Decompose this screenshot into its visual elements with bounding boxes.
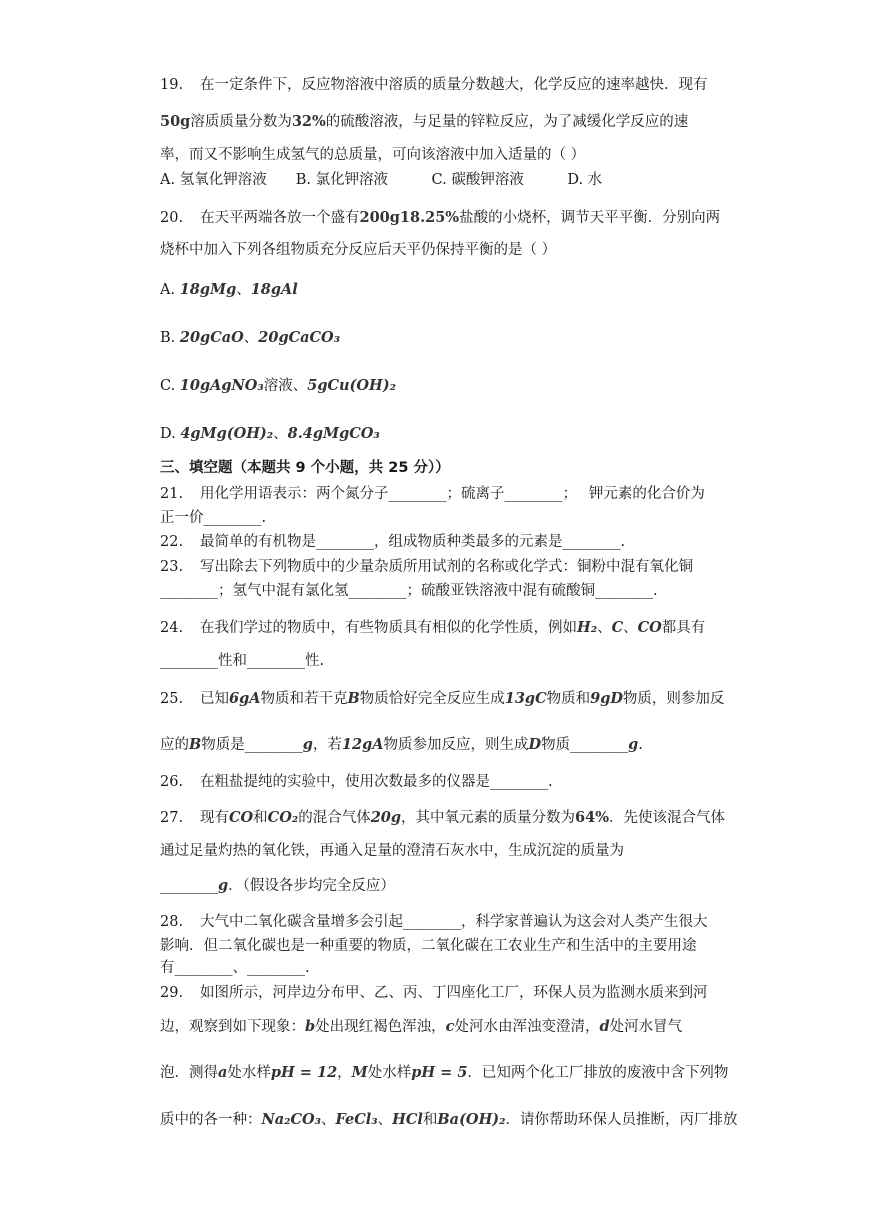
section-heading: 三、填空题（本题共 9 个小题，共 25 分）） bbox=[160, 460, 450, 476]
q22-line-1 bbox=[160, 532, 625, 552]
q24-line-1 bbox=[160, 618, 705, 638]
q19-line-3: 率，而又不影响生成氢气的总质量，可向该溶液中加入适量的（ ） bbox=[160, 147, 586, 163]
text: 最简单的有机物是________，组成物质种类最多的元素是________. bbox=[200, 534, 626, 550]
text: 物质恰好完全反应生成 bbox=[359, 691, 505, 707]
text: ________ bbox=[160, 878, 218, 894]
formula: CO₂ bbox=[267, 809, 299, 826]
formula: pH = 12 bbox=[270, 1064, 338, 1081]
option-label: B. bbox=[160, 330, 180, 346]
q24-line-2: ________性和________性. bbox=[160, 653, 325, 669]
text: . bbox=[638, 737, 643, 753]
text: 物质是________ bbox=[201, 737, 303, 753]
option-label: D. bbox=[160, 426, 181, 442]
q24-number: 24. bbox=[160, 620, 184, 636]
q23-line-2: ________；氢气中混有氯化氢________；硫酸亚铁溶液中混有硫酸铜________. bbox=[160, 583, 658, 599]
text: 用化学用语表示：两个氮分子________；硫离子________； 钾元素的化合价为 bbox=[200, 486, 705, 502]
text: ．（假设各步均完全反应） bbox=[228, 878, 395, 894]
text: 盐酸的小烧杯，调节天平平衡．分别向两 bbox=[459, 210, 721, 226]
text: 在粗盐提纯的实验中，使用次数最多的仪器是________. bbox=[200, 774, 553, 790]
text: 溶液、 bbox=[263, 378, 308, 394]
q29-number: 29. bbox=[160, 985, 184, 1001]
formula: 18.25% bbox=[399, 209, 460, 226]
q23-number: 23. bbox=[160, 559, 184, 575]
text: 和 bbox=[253, 810, 268, 826]
formula: FeCl₃ bbox=[335, 1111, 378, 1128]
formula: 64% bbox=[575, 809, 609, 826]
q29-line-1 bbox=[160, 983, 708, 1003]
formula: Ba(OH)₂ bbox=[437, 1111, 506, 1128]
formula: H₂ bbox=[577, 619, 598, 636]
formula: 6gA bbox=[229, 690, 261, 707]
q27-line-1 bbox=[160, 808, 725, 828]
q28-line-1 bbox=[160, 912, 708, 932]
formula: 9gD bbox=[590, 690, 623, 707]
text: 溶质质量分数为 bbox=[190, 114, 292, 130]
q26-line-1 bbox=[160, 772, 553, 792]
formula: pH = 5 bbox=[411, 1064, 468, 1081]
text: 大气中二氧化碳含量增多会引起________，科学家普遍认为这会对人类产生很大 bbox=[200, 914, 708, 930]
formula: HCl bbox=[392, 1111, 423, 1128]
text: ．先使该混合气体 bbox=[609, 810, 725, 826]
q21-number: 21. bbox=[160, 486, 184, 502]
q21-line-2: 正一价________. bbox=[160, 510, 267, 526]
text: 物质和 bbox=[546, 691, 591, 707]
text: 处河水冒气 bbox=[609, 1019, 683, 1035]
q20-option-b bbox=[160, 328, 340, 348]
q19-text: 在一定条件下，反应物溶液中溶质的质量分数越大，化学反应的速率越快．现有 bbox=[200, 77, 708, 93]
formula: 20gCaO bbox=[179, 329, 244, 346]
formula: C bbox=[611, 619, 624, 636]
q28-line-3: 有________、________. bbox=[160, 960, 310, 976]
formula: 5gCu(OH)₂ bbox=[307, 377, 396, 394]
text: 物质________ bbox=[541, 737, 629, 753]
text: 物质，则参加反 bbox=[622, 691, 725, 707]
text: 都具有 bbox=[661, 620, 706, 636]
text: 处水样 bbox=[227, 1065, 271, 1081]
formula: 4gMg(OH)₂ bbox=[180, 425, 274, 442]
formula: 8.4gMgCO₃ bbox=[287, 425, 380, 442]
formula: g bbox=[628, 736, 639, 753]
text: 物质参加反应，则生成 bbox=[383, 737, 529, 753]
formula: g bbox=[302, 736, 313, 753]
text: 在天平两端各放一个盛有 bbox=[200, 210, 360, 226]
text: 、 bbox=[597, 620, 612, 636]
q19-options: A. 氢氧化钾溶液 B. 氯化钾溶液 C. 碳酸钾溶液 D. 水 bbox=[160, 172, 603, 188]
text: 的混合气体 bbox=[298, 810, 371, 826]
formula: 18gMg bbox=[179, 281, 237, 298]
q25-line-2 bbox=[160, 735, 643, 755]
formula: B bbox=[189, 736, 202, 753]
text: ．请你帮助环保人员推断，丙厂排放 bbox=[505, 1112, 738, 1128]
q26-number: 26. bbox=[160, 774, 184, 790]
text: 处水样 bbox=[367, 1065, 412, 1081]
text: ，若 bbox=[312, 737, 342, 753]
text: ，其中氧元素的质量分数为 bbox=[401, 810, 576, 826]
formula: g bbox=[218, 877, 229, 894]
text: 和 bbox=[422, 1112, 438, 1128]
formula: D bbox=[528, 736, 542, 753]
text: 泡．测得 bbox=[160, 1065, 218, 1081]
text: 、 bbox=[236, 282, 251, 298]
q21-line-1 bbox=[160, 484, 705, 504]
text: 已知 bbox=[200, 691, 229, 707]
q28-number: 28. bbox=[160, 914, 184, 930]
q28-line-2: 影响．但二氧化碳也是一种重要的物质，二氧化碳在工农业生产和生活中的主要用途 bbox=[160, 938, 697, 954]
q27-line-3 bbox=[160, 876, 395, 896]
formula: 200g bbox=[359, 209, 400, 226]
text: 、 bbox=[321, 1112, 336, 1128]
text: 物质和若干克 bbox=[260, 691, 348, 707]
text: 处出现红褐色浑浊， bbox=[315, 1019, 446, 1035]
formula: 32% bbox=[291, 113, 326, 130]
q20-option-c bbox=[160, 376, 396, 396]
q20-line-2: 烧杯中加入下列各组物质充分反应后天平仍保持平衡的是（ ） bbox=[160, 242, 557, 258]
formula: c bbox=[445, 1018, 455, 1035]
q29-line-3 bbox=[160, 1063, 728, 1083]
text: 、 bbox=[623, 620, 638, 636]
text: 处河水由浑浊变澄清， bbox=[454, 1019, 600, 1035]
formula: Na₂CO₃ bbox=[261, 1111, 322, 1128]
formula: 12gA bbox=[341, 736, 384, 753]
q25-number: 25. bbox=[160, 691, 184, 707]
text: ．已知两个化工厂排放的废液中含下列物 bbox=[467, 1065, 729, 1081]
q19-line-2 bbox=[160, 112, 688, 132]
text: 、 bbox=[273, 426, 288, 442]
text: 、 bbox=[243, 330, 259, 346]
formula: d bbox=[599, 1018, 610, 1035]
text: 的硫酸溶液，与足量的锌粒反应，为了减缓化学反应的速 bbox=[325, 114, 689, 130]
formula: CO bbox=[229, 809, 254, 826]
text: 、 bbox=[377, 1112, 393, 1128]
q22-number: 22. bbox=[160, 534, 184, 550]
formula: b bbox=[305, 1018, 316, 1035]
q20-option-a bbox=[160, 280, 298, 300]
q19-number: 19. bbox=[160, 77, 184, 93]
formula: 10gAgNO₃ bbox=[179, 377, 264, 394]
formula: 20g bbox=[370, 809, 402, 826]
option-label: C. bbox=[160, 378, 180, 394]
q29-line-2 bbox=[160, 1017, 682, 1037]
q27-line-2: 通过足量灼热的氧化铁，再通入足量的澄清石灰水中，生成沉淀的质量为 bbox=[160, 843, 624, 859]
formula: 20gCaCO₃ bbox=[258, 329, 341, 346]
text: ， bbox=[337, 1065, 352, 1081]
text: 写出除去下列物质中的少量杂质所用试剂的名称或化学式：铜粉中混有氧化铜 bbox=[200, 559, 693, 575]
formula: CO bbox=[637, 619, 662, 636]
text: 质中的各一种： bbox=[160, 1112, 262, 1128]
q19-line-1 bbox=[160, 75, 708, 95]
q20-option-d bbox=[160, 424, 380, 444]
q27-number: 27. bbox=[160, 810, 184, 826]
text: 在我们学过的物质中，有些物质具有相似的化学性质，例如 bbox=[200, 620, 577, 636]
option-label: A. bbox=[160, 282, 180, 298]
formula: M bbox=[351, 1064, 368, 1081]
q29-line-4 bbox=[160, 1110, 737, 1130]
text: 边，观察到如下现象： bbox=[160, 1019, 305, 1035]
q20-number: 20. bbox=[160, 210, 184, 226]
formula: 50g bbox=[160, 113, 191, 130]
text: 现有 bbox=[200, 810, 229, 826]
q20-line-1 bbox=[160, 208, 720, 228]
q23-line-1 bbox=[160, 557, 693, 577]
formula: a bbox=[218, 1064, 228, 1081]
formula: 13gC bbox=[504, 690, 547, 707]
q25-line-1 bbox=[160, 689, 724, 709]
formula: 18gAl bbox=[250, 281, 298, 298]
text: 应的 bbox=[160, 737, 189, 753]
formula: B bbox=[347, 690, 360, 707]
text: 如图所示，河岸边分布甲、乙、丙、丁四座化工厂，环保人员为监测水质来到河 bbox=[200, 985, 708, 1001]
